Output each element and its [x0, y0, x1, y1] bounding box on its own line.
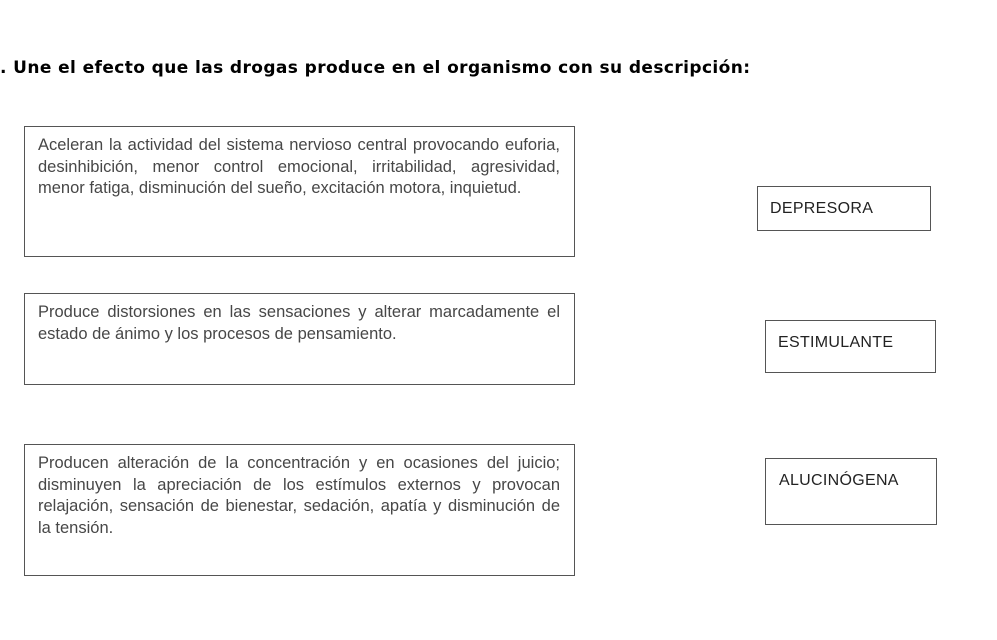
label-text-estimulante: ESTIMULANTE — [778, 334, 894, 351]
label-text-depresora: DEPRESORA — [770, 200, 874, 217]
description-box-2[interactable] — [24, 293, 575, 385]
label-box-estimulante[interactable] — [765, 320, 936, 373]
instruction-heading: . Une el efecto que las drogas produce en el organismo con su descripción: — [0, 58, 751, 78]
label-text-alucinogena: ALUCINÓGENA — [779, 472, 899, 489]
description-text-1: Aceleran la actividad del sistema nervioso central provocando euforia, desinhibición, menor control emocional, irritabilidad, agresividad, menor fatiga, disminución del sueño, excitación motora, inquietud. — [38, 136, 560, 197]
label-box-alucinogena[interactable] — [765, 458, 937, 525]
description-box-1[interactable] — [24, 126, 575, 257]
description-text-2: Produce distorsiones en las sensaciones y alterar marcadamente el estado de ánimo y los procesos de pensamiento. — [38, 303, 560, 343]
description-text-3: Producen alteración de la concentración y en ocasiones del juicio; disminuyen la apreciación de los estímulos externos y provocan relajación, sensación de bienestar, sedación, apatía y disminución de la tensión. — [38, 454, 560, 537]
label-box-depresora[interactable] — [757, 186, 931, 231]
description-box-3[interactable] — [24, 444, 575, 576]
